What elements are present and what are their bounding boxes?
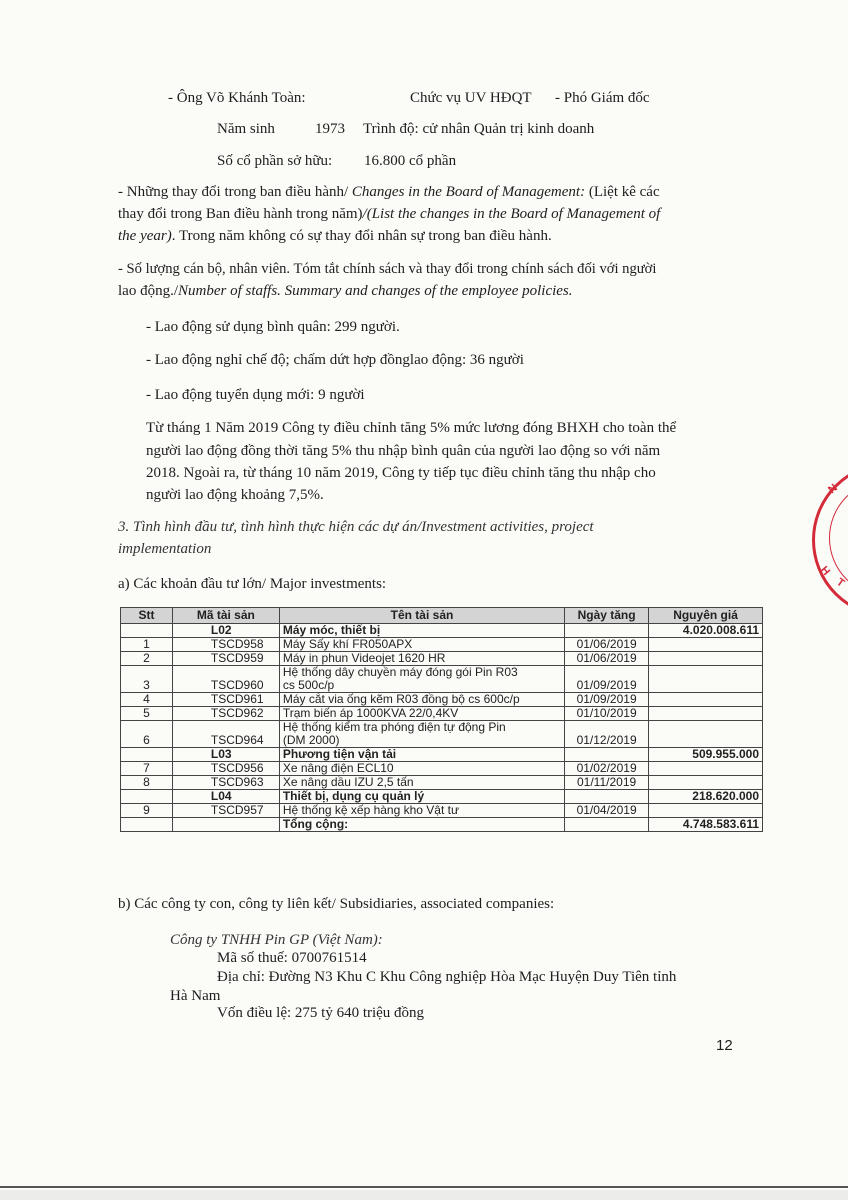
col-header-stt: Stt (121, 608, 173, 624)
subsidiary-address-line2: Hà Nam (170, 988, 221, 1004)
table-row: L04 Thiết bị, dụng cụ quản lý 218.620.000 (121, 790, 763, 804)
person-role: - Phó Giám đốc (555, 90, 650, 106)
table-row: 2 TSCD959 Máy in phun Videojet 1620 HR 01/06/2019 (121, 652, 763, 666)
shares-value: 16.800 cổ phần (364, 153, 457, 169)
staff-item-left: - Lao động nghỉ chế độ; chấm dứt hợp đồnglao động: 36 người (146, 352, 524, 368)
staff-line2: lao động./Number of staffs. Summary and changes of the employee policies. (118, 283, 573, 299)
staff-line1: - Số lượng cán bộ, nhân viên. Tóm tắt chính sách và thay đổi trong chính sách đối với người (118, 261, 657, 277)
table-row: 8 TSCD963 Xe nâng dầu IZU 2,5 tấn 01/11/2019 (121, 776, 763, 790)
birth-year: 1973 (315, 121, 345, 137)
table-row: 4 TSCD961 Máy cắt via ống kẽm R03 đồng bộ cs 600c/p 01/09/2019 (121, 693, 763, 707)
staff-para-line1: Từ tháng 1 Năm 2019 Công ty điều chỉnh tăng 5% mức lương đóng BHXH cho toàn thể (146, 420, 677, 436)
table-row: 9 TSCD957 Hệ thống kệ xếp hàng kho Vật tư 01/04/2019 (121, 804, 763, 818)
table-row: L03 Phương tiện vận tải 509.955.000 (121, 748, 763, 762)
staff-para-line4: người lao động khoảng 7,5%. (146, 487, 324, 503)
bottom-edge-line (0, 1186, 848, 1188)
staff-para-line2: người lao động đồng thời tăng 5% thu nhập bình quân của người lao động so với năm (146, 443, 661, 459)
staff-para-line3: 2018. Ngoài ra, từ tháng 10 năm 2019, Công ty tiếp tục điều chỉnh tăng thu nhập cho (146, 465, 656, 481)
col-header-name: Tên tài sản (279, 608, 564, 624)
section3-heading-line2: implementation (118, 541, 212, 557)
person-position: Chức vụ UV HĐQT (410, 90, 532, 106)
education: Trình độ: cử nhân Quản trị kinh doanh (363, 121, 595, 137)
staff-item-new: - Lao động tuyển dụng mới: 9 người (146, 387, 365, 403)
col-header-value: Nguyên giá (649, 608, 763, 624)
birth-label: Năm sinh (217, 121, 275, 137)
subsidiary-address-line1: Địa chỉ: Đường N3 Khu C Khu Công nghiệp Hòa Mạc Huyện Duy Tiên tỉnh (217, 969, 677, 985)
page-number: 12 (716, 1037, 733, 1054)
shares-label: Số cổ phần sở hữu: (217, 153, 333, 169)
assets-table (120, 607, 763, 832)
board-changes-line1: - Những thay đổi trong ban điều hành/ Changes in the Board of Management: (Liệt kê các (118, 184, 660, 200)
table-total-row: Tổng cộng: 4.748.583.611 (121, 818, 763, 832)
table-row: 7 TSCD956 Xe nâng điện ECL10 01/02/2019 (121, 762, 763, 776)
bottom-scan-shadow (0, 1190, 848, 1200)
table-row: 1 TSCD958 Máy Sấy khí FR050APX 01/06/2019 (121, 638, 763, 652)
person-name: - Ông Võ Khánh Toàn: (168, 90, 306, 106)
section3-heading-line1: 3. Tình hình đầu tư, tình hình thực hiện các dự án/Investment activities, project (118, 519, 594, 535)
company-stamp: N H T (812, 462, 848, 618)
subsidiary-capital: Vốn điều lệ: 275 tỷ 640 triệu đồng (217, 1005, 425, 1021)
subsidiary-tax: Mã số thuế: 0700761514 (217, 950, 367, 966)
major-investments-label: a) Các khoản đầu tư lớn/ Major investments: (118, 576, 387, 592)
board-changes-line3: the year). Trong năm không có sự thay đổi nhân sự trong ban điều hành. (118, 228, 552, 244)
table-row: 5 TSCD962 Trạm biến áp 1000KVA 22/0,4KV 01/10/2019 (121, 707, 763, 721)
table-row: 6 TSCD964 Hệ thống kiểm tra phóng điện tự động Pin (DM 2000) 01/12/2019 (121, 721, 763, 748)
subsidiary-name: Công ty TNHH Pin GP (Việt Nam): (170, 932, 383, 948)
table-row: L02 Máy móc, thiết bị 4.020.008.611 (121, 624, 763, 638)
table-header-row (121, 608, 763, 624)
board-changes-line2: thay đổi trong Ban điều hành trong năm)/(List the changes in the Board of Management of (118, 206, 661, 222)
subsidiaries-label: b) Các công ty con, công ty liên kết/ Subsidiaries, associated companies: (118, 896, 555, 912)
staff-item-avg: - Lao động sử dụng bình quân: 299 người. (146, 319, 400, 335)
col-header-date: Ngày tăng (565, 608, 649, 624)
col-header-code: Mã tài sản (172, 608, 279, 624)
table-row: 3 TSCD960 Hệ thống dây chuyền máy đóng gói Pin R03 cs 500c/p 01/09/2019 (121, 666, 763, 693)
